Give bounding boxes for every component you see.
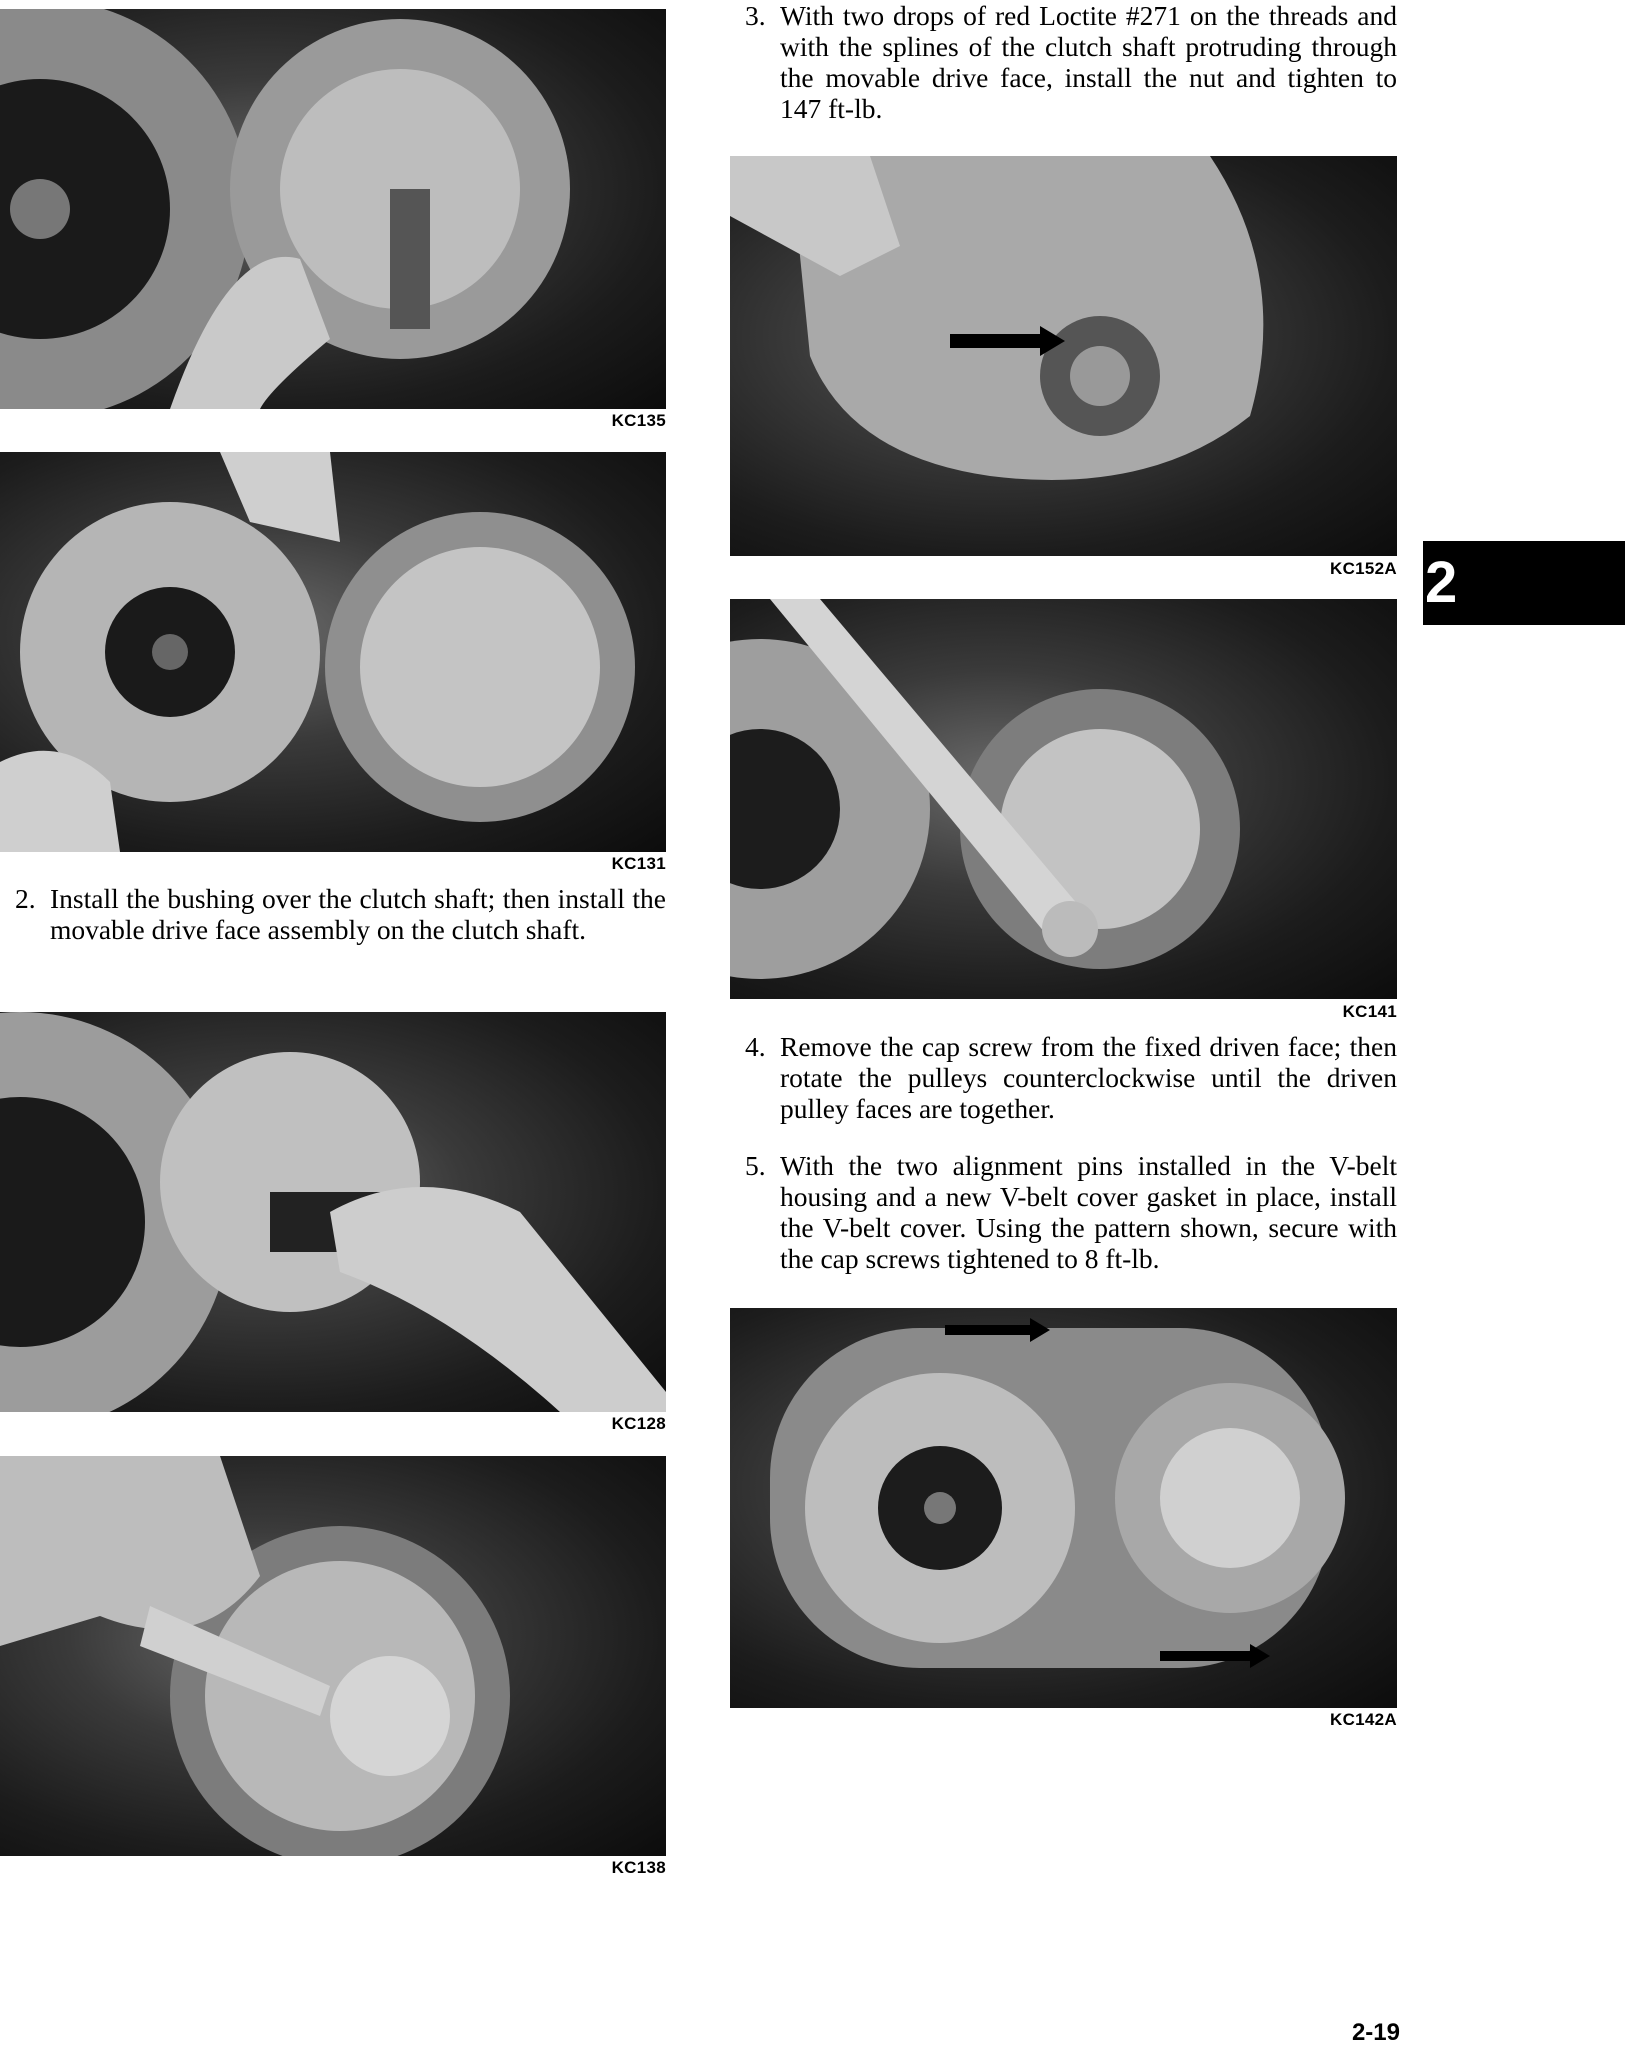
step-number: 3. [745, 0, 766, 31]
clutch-photo-illustration [0, 9, 666, 409]
clutch-photo-illustration [0, 1012, 666, 1412]
photo-kc135 [0, 9, 666, 409]
step-text: Remove the cap screw from the fixed driven face; then rotate the pulleys counterclockwise until the driven pulley faces are together. [780, 1031, 1397, 1124]
photo-kc128 [0, 1012, 666, 1412]
step-text: With two drops of red Loctite #271 on the threads and with the splines of the clutch shaft protruding through the movable drive face, install the nut and tighten to 147 ft-lb. [780, 0, 1397, 124]
photo-kc138 [0, 1456, 666, 1856]
instruction-step [15, 883, 666, 945]
photo-kc131 [0, 452, 666, 852]
step-text: Install the bushing over the clutch shaft; then install the movable drive face assembly on the clutch shaft. [50, 883, 666, 945]
clutch-photo-illustration [730, 156, 1397, 556]
photo-kc141 [730, 599, 1397, 999]
photo-caption: KC152A [1330, 559, 1397, 578]
photo-caption: KC141 [1342, 1002, 1397, 1021]
photo-caption: KC138 [611, 1858, 666, 1877]
photo-caption: KC128 [611, 1414, 666, 1433]
photo-kc142a [730, 1308, 1397, 1708]
step-number: 2. [15, 883, 36, 914]
clutch-photo-illustration [730, 1308, 1397, 1708]
photo-caption: KC135 [611, 411, 666, 430]
clutch-photo-illustration [0, 1456, 666, 1856]
instruction-step [745, 1031, 1397, 1124]
step-number: 4. [745, 1031, 766, 1062]
step-text: With the two alignment pins installed in the V-belt housing and a new V-belt cover gasket in place, install the V-belt cover. Using the pattern shown, secure with the cap screws tightened to 8 ft-lb. [780, 1150, 1397, 1274]
step-number: 5. [745, 1150, 766, 1181]
photo-caption: KC142A [1330, 1710, 1397, 1729]
photo-kc152a [730, 156, 1397, 556]
clutch-photo-illustration [730, 599, 1397, 999]
section-tab: 2 [1423, 541, 1625, 625]
instruction-step [745, 1150, 1397, 1274]
instruction-step [745, 0, 1397, 124]
page-number: 2-19 [1351, 2019, 1400, 2046]
clutch-photo-illustration [0, 452, 666, 852]
photo-caption: KC131 [611, 854, 666, 873]
